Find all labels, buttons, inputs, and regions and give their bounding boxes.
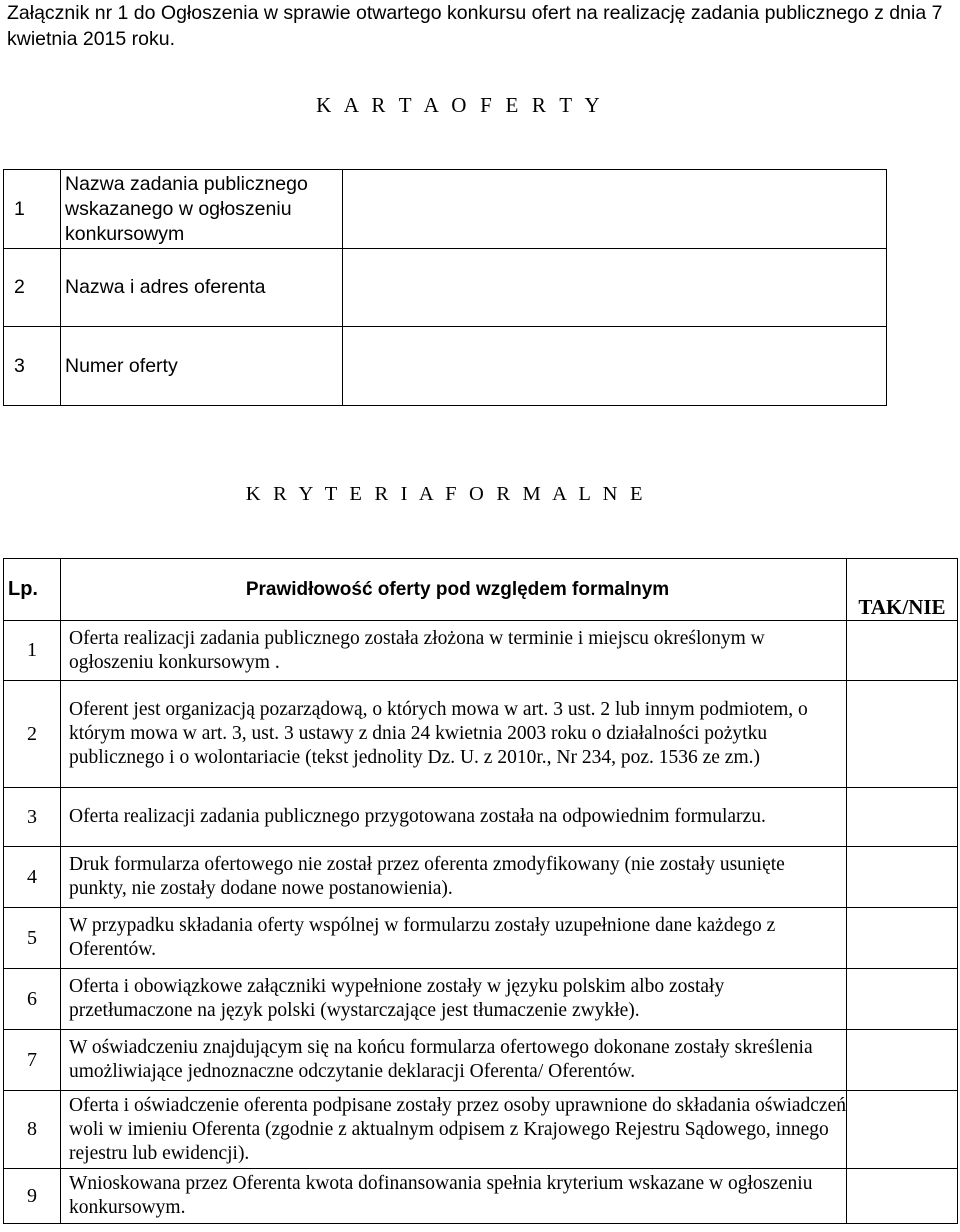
criterion-number: 2	[4, 681, 61, 788]
criterion-answer-field[interactable]	[847, 1169, 958, 1224]
criterion-row	[4, 621, 958, 681]
criterion-text: Druk formularza ofertowego nie został przez oferenta zmodyfikowany (nie zostały usunięte punkty, nie zostały dodane nowe postanowienia).	[61, 847, 847, 908]
criterion-number: 3	[4, 788, 61, 847]
criterion-text: Oferta realizacji zadania publicznego przygotowana została na odpowiednim formularzu.	[61, 788, 847, 847]
formal-criteria-table	[3, 558, 958, 1224]
info-row-number: 3	[4, 327, 61, 406]
info-row-value-field[interactable]	[343, 327, 887, 406]
criterion-number: 5	[4, 908, 61, 969]
info-row-label: Nazwa zadania publicznego wskazanego w ogłoszeniu konkursowym	[61, 170, 343, 249]
criterion-number: 1	[4, 621, 61, 681]
column-header-criterion: Prawidłowość oferty pod względem formalnym	[61, 559, 847, 621]
criterion-row	[4, 1030, 958, 1091]
criterion-number: 9	[4, 1169, 61, 1224]
criterion-row	[4, 908, 958, 969]
criterion-number: 6	[4, 969, 61, 1030]
info-row	[4, 327, 887, 406]
info-row-value-field[interactable]	[343, 170, 887, 249]
criterion-row	[4, 847, 958, 908]
criterion-answer-field[interactable]	[847, 847, 958, 908]
criterion-text: Oferta i obowiązkowe załączniki wypełnione zostały w języku polskim albo zostały przetłumaczone na język polski (wystarczające jest tłumaczenie zwykłe).	[61, 969, 847, 1030]
info-row	[4, 170, 887, 249]
info-row-number: 1	[4, 170, 61, 249]
criterion-number: 4	[4, 847, 61, 908]
formal-criteria-title: K R Y T E R I A F O R M A L N E	[245, 483, 647, 505]
column-header-lp: Lp.	[4, 559, 61, 621]
info-row-number: 2	[4, 249, 61, 327]
criterion-row	[4, 969, 958, 1030]
criterion-answer-field[interactable]	[847, 1091, 958, 1169]
criterion-text: W przypadku składania oferty wspólnej w formularzu zostały uzupełnione dane każdego z Oferentów.	[61, 908, 847, 969]
criterion-row	[4, 681, 958, 788]
criterion-text: W oświadczeniu znajdującym się na końcu formularza ofertowego dokonane zostały skreślenia umożliwiające jednoznaczne odczytanie deklaracji Oferenta/ Oferentów.	[61, 1030, 847, 1091]
info-row-label: Numer oferty	[61, 327, 343, 406]
criterion-answer-field[interactable]	[847, 908, 958, 969]
criterion-row	[4, 788, 958, 847]
criterion-answer-field[interactable]	[847, 1030, 958, 1091]
info-row	[4, 249, 887, 327]
attachment-header: Załącznik nr 1 do Ogłoszenia w sprawie otwartego konkursu ofert na realizację zadania publicznego z dnia 7 kwietnia 2015 roku.	[7, 2, 943, 50]
criterion-text: Oferta i oświadczenie oferenta podpisane zostały przez osoby uprawnione do składania oświadczeń woli w imieniu Oferenta (zgodnie z aktualnym odpisem z Krajowego Rejestru Sądowego, innego rejestru lub ewidencji).	[61, 1091, 847, 1169]
info-row-value-field[interactable]	[343, 249, 887, 327]
criterion-row	[4, 1091, 958, 1169]
criterion-number: 7	[4, 1030, 61, 1091]
criterion-answer-field[interactable]	[847, 788, 958, 847]
info-row-label: Nazwa i adres oferenta	[61, 249, 343, 327]
offer-info-table	[3, 169, 887, 406]
criterion-number: 8	[4, 1091, 61, 1169]
offer-card-title: K A R T A O F E R T Y	[316, 93, 604, 117]
criterion-text: Oferta realizacji zadania publicznego została złożona w terminie i miejscu określonym w ogłoszeniu konkursowym .	[61, 621, 847, 681]
column-header-answer: TAK/NIE	[847, 559, 958, 621]
criterion-row	[4, 1169, 958, 1224]
criterion-answer-field[interactable]	[847, 621, 958, 681]
criterion-text: Oferent jest organizacją pozarządową, o których mowa w art. 3 ust. 2 lub innym podmiotem, o którym mowa w art. 3, ust. 3 ustawy z dnia 24 kwietnia 2003 roku o działalności pożytku publicznego i o wolontariacie (tekst jednolity Dz. U. z 2010r., Nr 234, poz. 1536 ze zm.)	[61, 681, 847, 788]
criterion-answer-field[interactable]	[847, 681, 958, 788]
criteria-header-row	[4, 559, 958, 621]
criterion-answer-field[interactable]	[847, 969, 958, 1030]
criterion-text: Wnioskowana przez Oferenta kwota dofinansowania spełnia kryterium wskazane w ogłoszeniu konkursowym.	[61, 1169, 847, 1224]
